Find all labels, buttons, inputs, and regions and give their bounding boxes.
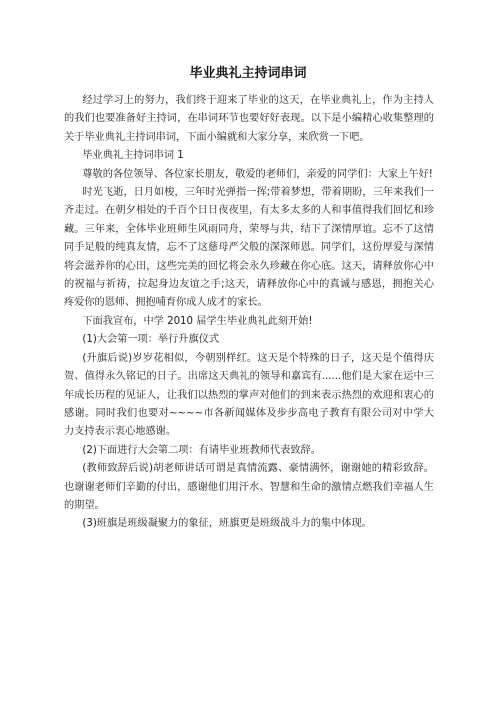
document-body: [64, 92, 434, 534]
greeting-text: 尊敬的各位领导、各位家长朋友，敬爱的老师们，亲爱的同学们：大家上午好!: [82, 168, 433, 180]
greeting-paragraph: [64, 166, 434, 184]
section-heading: 毕业典礼主持词串词 1: [82, 150, 184, 162]
opening-paragraph: 时光飞逝，日月如梭，三年时光弹指一挥;带着梦想，带着期盼，三年来我们一齐走过。在朝夕相处的千百个日日夜夜里，有太多太多的人和事值得我们回忆和珍藏。三年来，全体毕业班师生风雨同舟，荣辱与共，结下了深情厚谊。忘不了这情同手足般的纯真友情，忘不了这慈母严父般的深深师恩。同学们，这份厚爱与深情将会滋养你的心田，这些完美的回忆将会永久珍藏在你心底。这天，请释放你心中的祝福与祈祷，拉起身边友谊之手;这天，请释放你心中的真诚与感恩，拥抱关心疼爱你的恩师、拥抱哺育你成人成才的家长。: [64, 187, 434, 309]
agenda-item-2: (2)下面进行大会第二项：有请毕业班教师代表致辞。: [82, 444, 321, 456]
document-title: 毕业典礼主持词串词: [189, 66, 307, 81]
intro-paragraph: 经过学习上的努力，我们终于迎来了毕业的这天，在毕业典礼上，作为主持人的我们也要准备好主持词，在串词环节也要好好表现。以下是小编精心收集整理的关于毕业典礼主持词串词，下面小编就和大家分享，来欣赏一下吧。: [64, 95, 434, 143]
flag-ceremony-paragraph: (升旗后说)岁岁花相似，今朝别样红。这天是个特殊的日子，这天是个值得庆贺、值得永久铭记的日子。出席这天典礼的领导和嘉宾有......他们是大家在运中三年成长历程的见证人，让我们以热烈的掌声对他们的到来表示热烈的欢迎和衷心的感谢。同时我们也要对~~~~市各新闻媒体及步步高电子教育有限公司对中学大力支持表示衷心地感谢。: [64, 352, 434, 438]
teacher-speech-paragraph: (教师致辞后说)胡老师讲话可谓是真情流露、豪情满怀，谢谢她的精彩致辞。也谢谢老师们辛勤的付出，感谢他们用汗水、智慧和生命的激情点燃我们幸福人生的期望。: [64, 463, 434, 511]
agenda-item-1: (1)大会第一项：举行升旗仪式: [82, 334, 220, 346]
agenda-item-3: (3)班旗是班级凝聚力的象征，班旗更是班级战斗力的集中体现。: [82, 518, 372, 530]
announcement-paragraph: 下面我宣布，中学 2010 届学生毕业典礼此刻开始!: [82, 315, 313, 327]
